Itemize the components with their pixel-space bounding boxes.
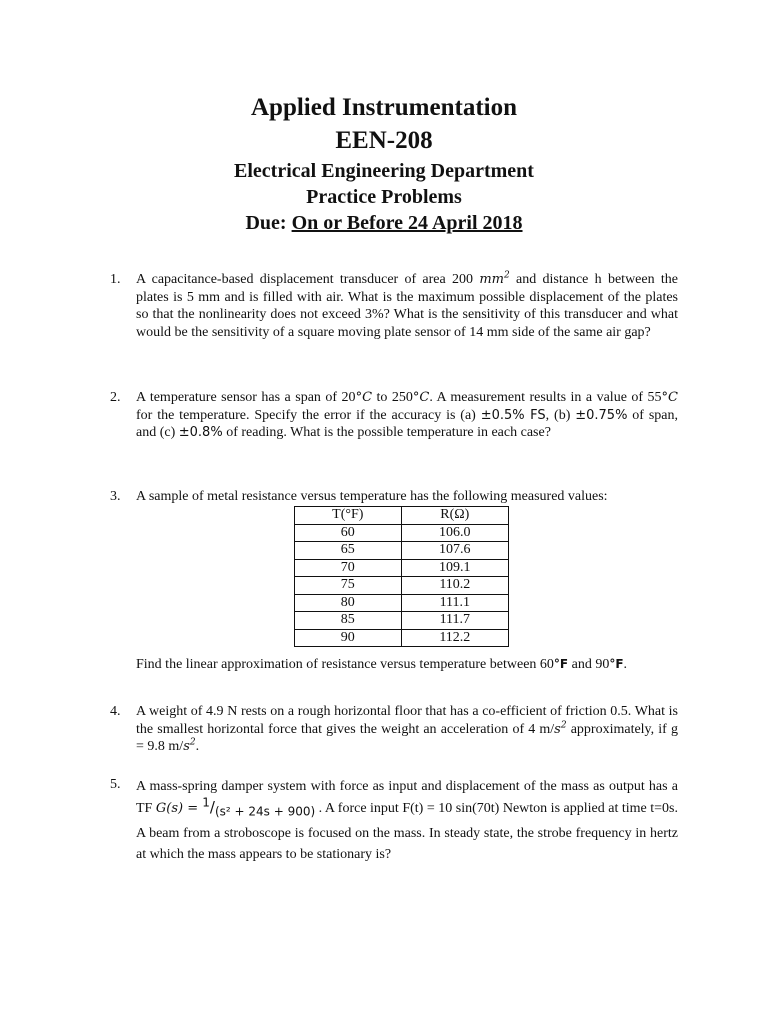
problem-text-part: . (623, 657, 628, 672)
problem-number: 5. (110, 777, 121, 792)
problem-text (136, 703, 678, 756)
table-row (295, 542, 509, 560)
unit-exponent: 2 (189, 737, 196, 748)
problem-text (136, 271, 678, 341)
problem-text-part: A capacitance-based displacement transducer of area 200 (136, 272, 480, 287)
table-cell: 109.1 (401, 559, 508, 577)
accuracy-value: ±0.8% (178, 425, 223, 440)
problem-text-part: of span, and (c) (136, 407, 679, 440)
document-subtitle: Practice Problems (306, 186, 462, 208)
degree-unit: °F (553, 657, 569, 671)
problem-text-part: , (b) (545, 407, 576, 423)
table-row (295, 629, 509, 647)
degree-unit: °C (412, 390, 430, 405)
unit-s-squared (554, 722, 566, 737)
tf-denominator: (s² + 24s + 900) (214, 804, 316, 819)
table-cell: 90 (295, 629, 402, 647)
problem-text-part: . (195, 739, 200, 754)
problem-text-part: Find the linear approximation of resistance versus temperature between 60 (136, 657, 554, 672)
table-cell: 112.2 (401, 629, 508, 647)
problem-text: A sample of metal resistance versus temperature has the following measured values: (136, 489, 608, 504)
due-date: On or Before 24 April 2018 (291, 212, 523, 234)
problem-number: 1. (110, 272, 121, 287)
problem-text (136, 656, 678, 674)
problem-text-part: to 250 (372, 390, 413, 405)
table-row (295, 594, 509, 612)
unit-mm (479, 272, 509, 287)
due-label: Due: (245, 212, 287, 234)
table-row (295, 612, 509, 630)
unit-base: mm (479, 272, 504, 287)
problem-number: 4. (110, 704, 121, 719)
unit-exponent: 2 (503, 270, 510, 281)
course-code: EEN-208 (335, 127, 433, 154)
tf-numerator: 1 (202, 795, 210, 810)
unit-base: s (554, 721, 561, 737)
table-row (295, 577, 509, 595)
unit-exponent: 2 (560, 720, 567, 731)
transfer-function-fraction: $^1/_{(s^2 + 24s + 900)}$ (202, 795, 316, 819)
document-header (0, 92, 768, 236)
problem-text-part: and distance h between the plates is 5 mm and is filled with air. What is the maximum possible displacement of the plates so that the nonlinearity does not exceed 3%? What is the sensitivity of this transducer and what would be the sensitivity of a square moving plate sensor of 14 mm side of the same air gap? (136, 272, 678, 340)
table-cell: 111.7 (401, 612, 508, 630)
problem-text-part: A mass-spring damper system with force as input and displacement of the mass as output has a TF (136, 779, 678, 816)
problem-text-part: and 90 (568, 657, 610, 672)
unit-base: s (183, 739, 190, 754)
table-row (295, 524, 509, 542)
due-line (0, 210, 768, 236)
table-header-row (295, 507, 509, 525)
course-title: Applied Instrumentation (250, 94, 517, 121)
problem-text-part: A weight of 4.9 N rests on a rough horizontal floor that has a co-efficient of friction 0.5. What is the smallest horizontal force that gives the weight an acceleration of 4 m/ (136, 704, 678, 737)
problem-text (136, 776, 678, 865)
problem-text-part: for the temperature. Specify the error if the accuracy is (a) (136, 407, 481, 423)
degree-unit: °C (661, 390, 678, 405)
problem-text (136, 389, 678, 442)
table-cell: 65 (295, 542, 402, 560)
table-cell: 80 (295, 594, 402, 612)
column-header: R(Ω) (401, 507, 508, 525)
table-cell: 107.6 (401, 542, 508, 560)
transfer-function-lhs: G(s) = (155, 801, 203, 816)
accuracy-value: ±0.75% (575, 407, 628, 423)
table-cell: 106.0 (401, 524, 508, 542)
problem-number: 2. (110, 390, 121, 405)
problem-number: 3. (110, 489, 121, 504)
table-cell: 70 (295, 559, 402, 577)
resistance-temperature-table (294, 506, 509, 647)
table-cell: 110.2 (401, 577, 508, 595)
degree-unit: °F (609, 657, 624, 671)
problem-text-part: . A force input F(t) = 10 sin(70t) Newton is applied at time t=0s. A beam from a stroboscope is focused on the mass. In steady state, the strobe frequency in hertz at which the mass appears to be stationary is? (136, 801, 678, 862)
table-cell: 60 (295, 524, 402, 542)
unit-s-squared (183, 739, 195, 754)
column-header: T(°F) (295, 507, 402, 525)
accuracy-value: ±0.5% FS (480, 407, 546, 423)
degree-unit: °C (355, 390, 373, 405)
table-cell: 75 (295, 577, 402, 595)
problem-text-part: . A measurement results in a value of 55 (429, 390, 662, 405)
department-name: Electrical Engineering Department (234, 160, 534, 182)
problem-text-part: approximately, if g = 9.8 m/ (136, 721, 678, 754)
problem-text-part: A temperature sensor has a span of 20 (136, 390, 356, 405)
table-cell: 111.1 (401, 594, 508, 612)
table-row (295, 559, 509, 577)
table-cell: 85 (295, 612, 402, 630)
problem-text-part: of reading. What is the possible temperature in each case? (222, 425, 551, 440)
